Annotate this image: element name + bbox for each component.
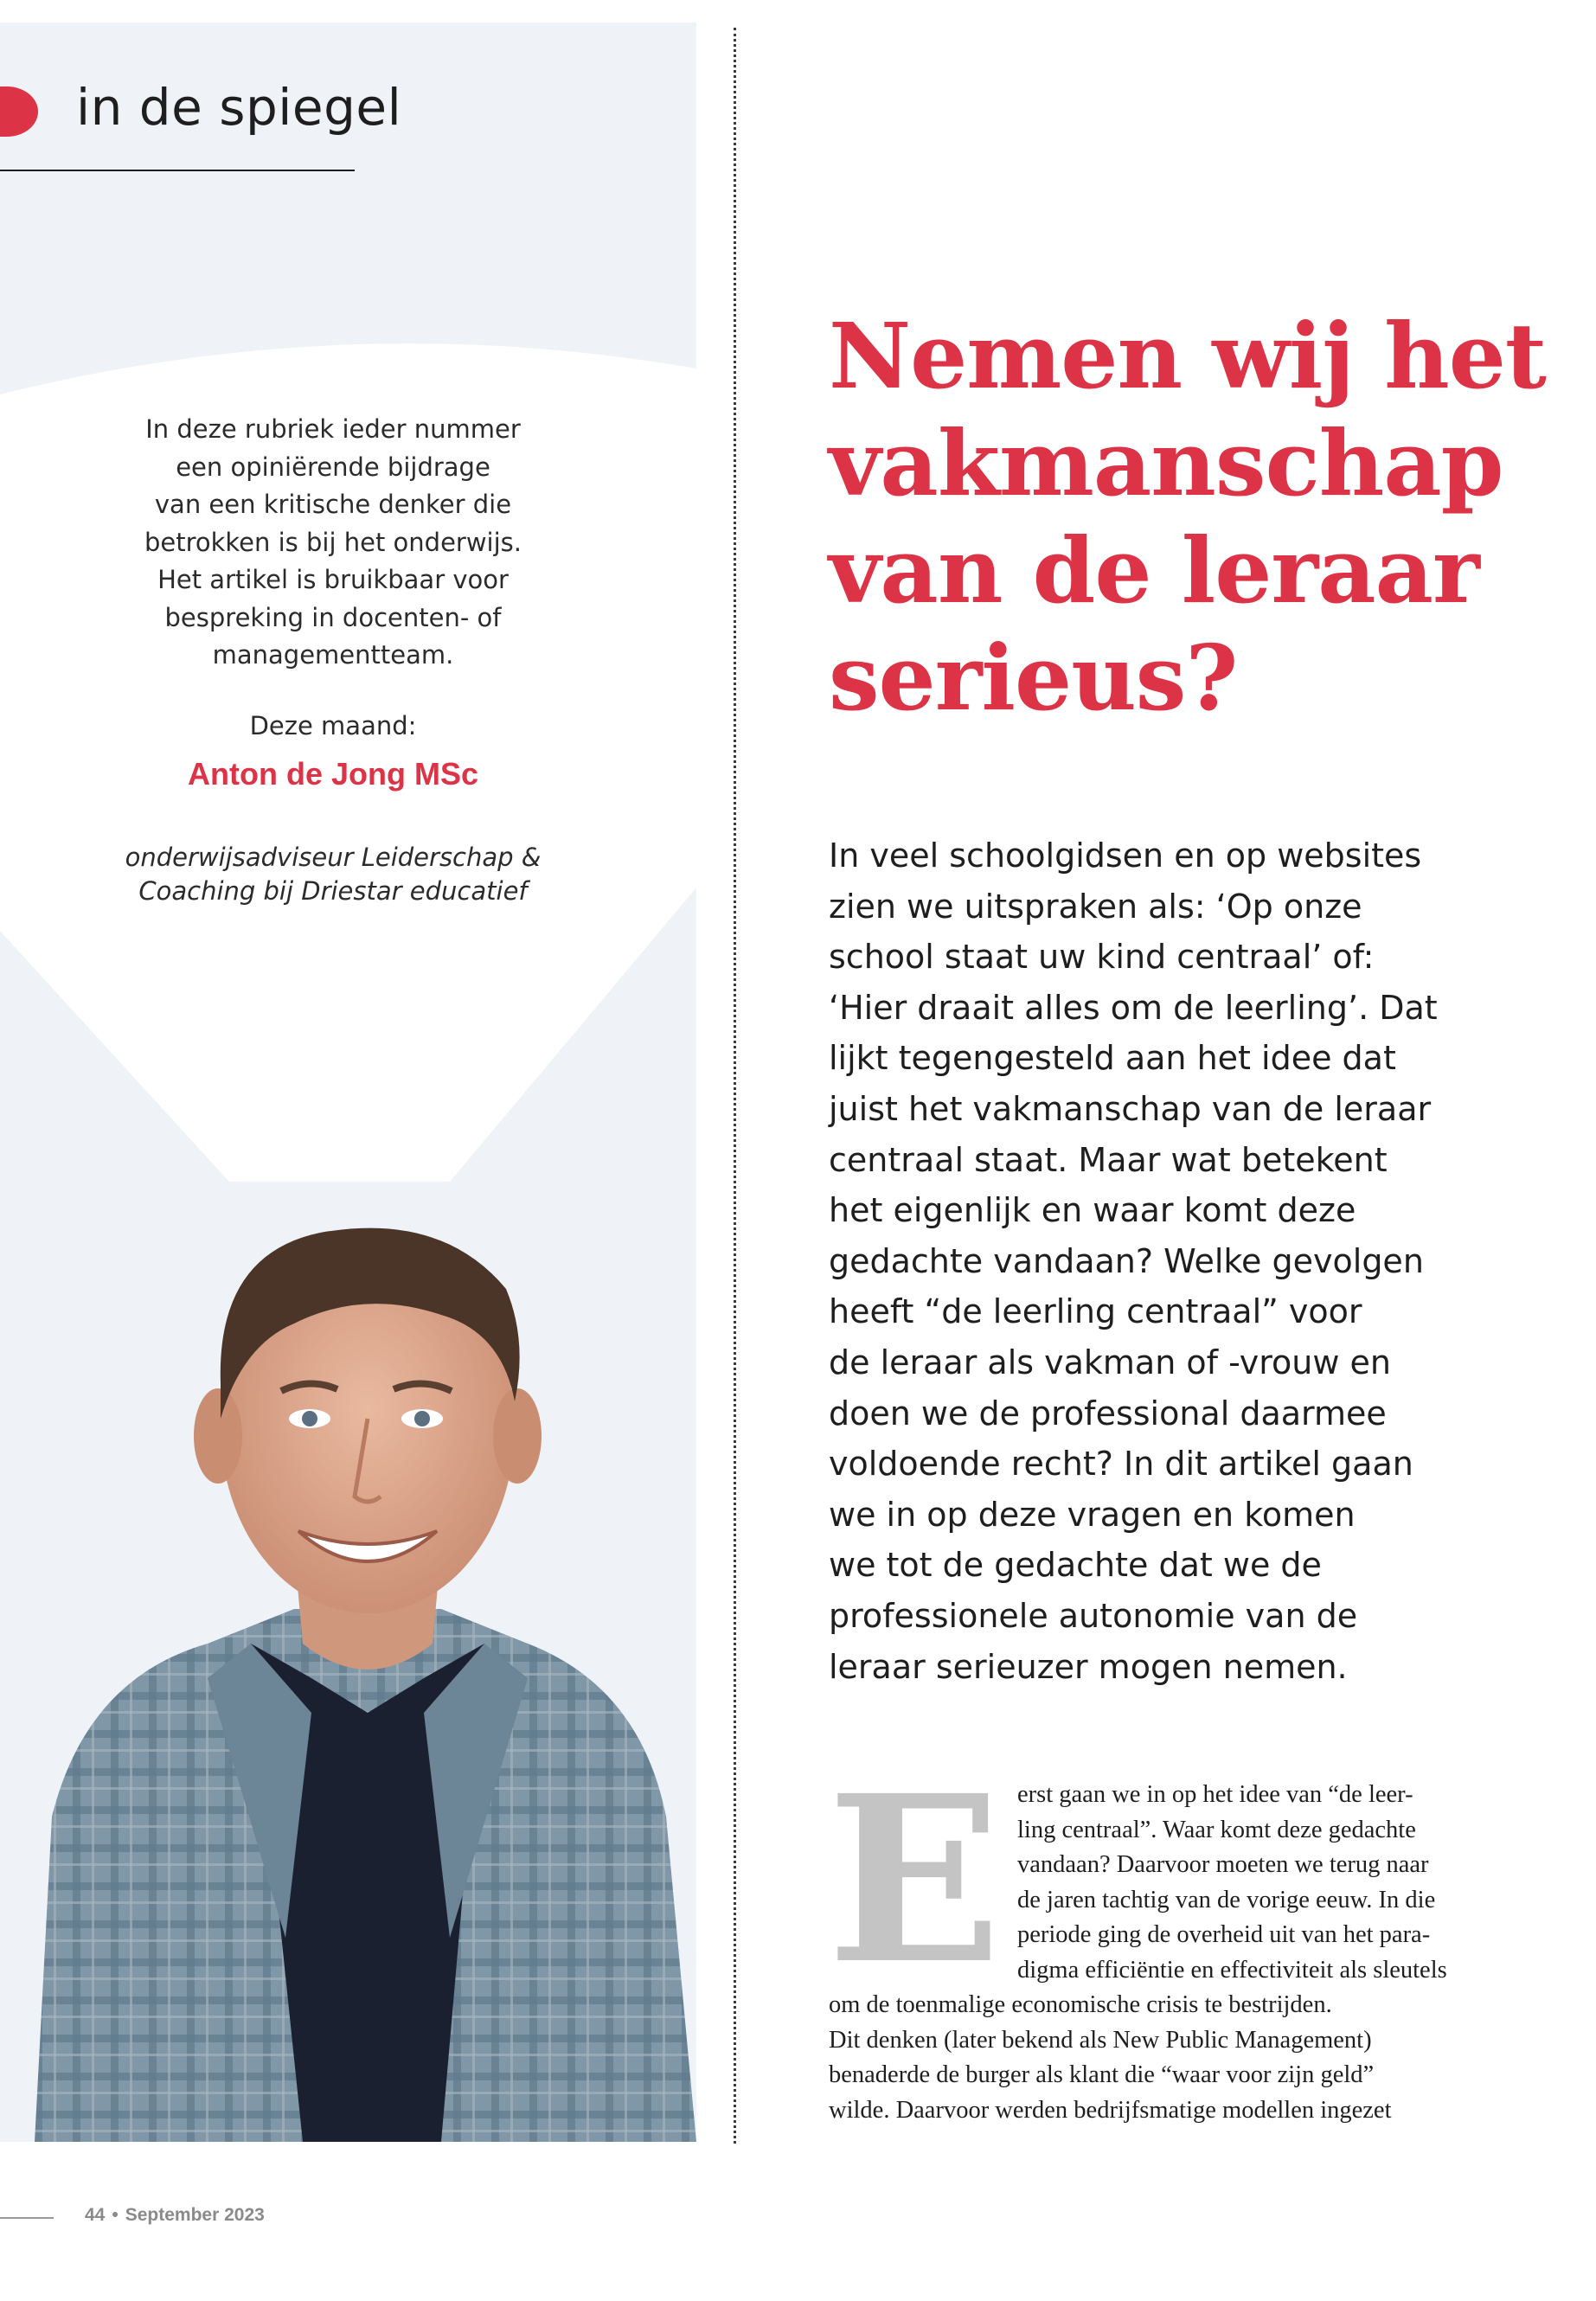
page-number: 44 (85, 2205, 106, 2225)
lead-line: gedachte vandaan? Welke gevolgen (829, 1241, 1424, 1280)
lead-line: heeft “de leerling centraal” voor (829, 1292, 1362, 1331)
lead-line: school staat uw kind centraal’ of: (829, 938, 1375, 977)
intro-line: een opiniërende bijdrage (176, 452, 490, 482)
author-photo (35, 1159, 696, 2142)
issue-date: September 2023 (125, 2205, 265, 2225)
lead-line: voldoende recht? In dit artikel gaan (829, 1445, 1413, 1484)
headline-line: vakmanschap (829, 410, 1503, 516)
headline-line: van de leraar (829, 517, 1479, 624)
intro-line: In deze rubriek ieder nummer (145, 414, 521, 444)
body-line: ling centraal”. Waar komt deze gedachte (1017, 1816, 1416, 1843)
rubric-intro (112, 411, 554, 675)
footer-separator: • (112, 2205, 119, 2225)
lead-line: de leraar als vakman of -vrouw en (829, 1343, 1392, 1381)
article-body (827, 1746, 1473, 2128)
lead-line: ‘Hier draait alles om de leerling’. Dat (829, 988, 1438, 1027)
lead-line: we tot de gedachte dat we de (829, 1546, 1322, 1585)
author-role (121, 841, 545, 908)
page-footer (85, 2205, 265, 2226)
lead-line: professionele autonomie van de (829, 1596, 1358, 1635)
intro-line: managementteam. (212, 640, 454, 670)
body-line: Dit denken (later bekend als New Public Management) (829, 2026, 1372, 2054)
body-line: benaderde de burger als klant die “waar voor zijn geld” (829, 2061, 1375, 2088)
lead-line: we in op deze vragen en komen (829, 1495, 1356, 1534)
drop-cap: E (827, 1746, 1002, 2015)
intro-line: bespreking in docenten- of (164, 602, 502, 632)
lead-line: juist het vakmanschap van de leraar (829, 1089, 1432, 1128)
body-line: digma efficiëntie en effectiviteit als sleutels (1017, 1956, 1447, 1984)
rubric-title: in de spiegel (76, 78, 402, 137)
body-line: erst gaan we in op het idee van “de leer- (1017, 1781, 1413, 1808)
author-name: Anton de Jong MSc (188, 756, 478, 792)
footer-rule (0, 2217, 54, 2219)
article-lead (829, 830, 1495, 1692)
author-role-line: onderwijsadviseur Leiderschap & (125, 843, 542, 872)
body-line: om de toenmalige economische crisis te bestrijden. (829, 1991, 1332, 2018)
intro-line: Het artikel is bruikbaar voor (157, 565, 509, 594)
body-line: wilde. Daarvoor werden bedrijfsmatige modellen ingezet (829, 2096, 1392, 2124)
lead-line: lijkt tegengesteld aan het idee dat (829, 1039, 1396, 1078)
lead-line: zien we uitspraken als: ‘Op onze (829, 887, 1362, 926)
article-headline (829, 303, 1555, 732)
body-line: de jaren tachtig van de vorige eeuw. In die (1017, 1886, 1436, 1913)
lead-line: doen we de professional daarmee (829, 1394, 1387, 1433)
rubric-underline (0, 170, 355, 171)
author-role-line: Coaching bij Driestar educatief (138, 876, 528, 906)
intro-line: van een kritische denker die (154, 490, 512, 519)
lead-line: In veel schoolgidsen en op websites (829, 836, 1422, 875)
lead-line: het eigenlijk en waar komt deze (829, 1191, 1356, 1230)
column-divider (734, 28, 736, 2144)
headline-line: Nemen wij het (829, 303, 1546, 409)
body-line: vandaan? Daarvoor moeten we terug naar (1017, 1851, 1429, 1878)
this-month-label: Deze maand: (249, 711, 417, 740)
intro-line: betrokken is bij het onderwijs. (144, 527, 522, 557)
body-line: periode ging de overheid uit van het para- (1017, 1921, 1431, 1948)
headline-line: serieus? (829, 625, 1238, 731)
lead-line: leraar serieuzer mogen nemen. (829, 1647, 1348, 1686)
lead-line: centraal staat. Maar wat betekent (829, 1140, 1388, 1179)
